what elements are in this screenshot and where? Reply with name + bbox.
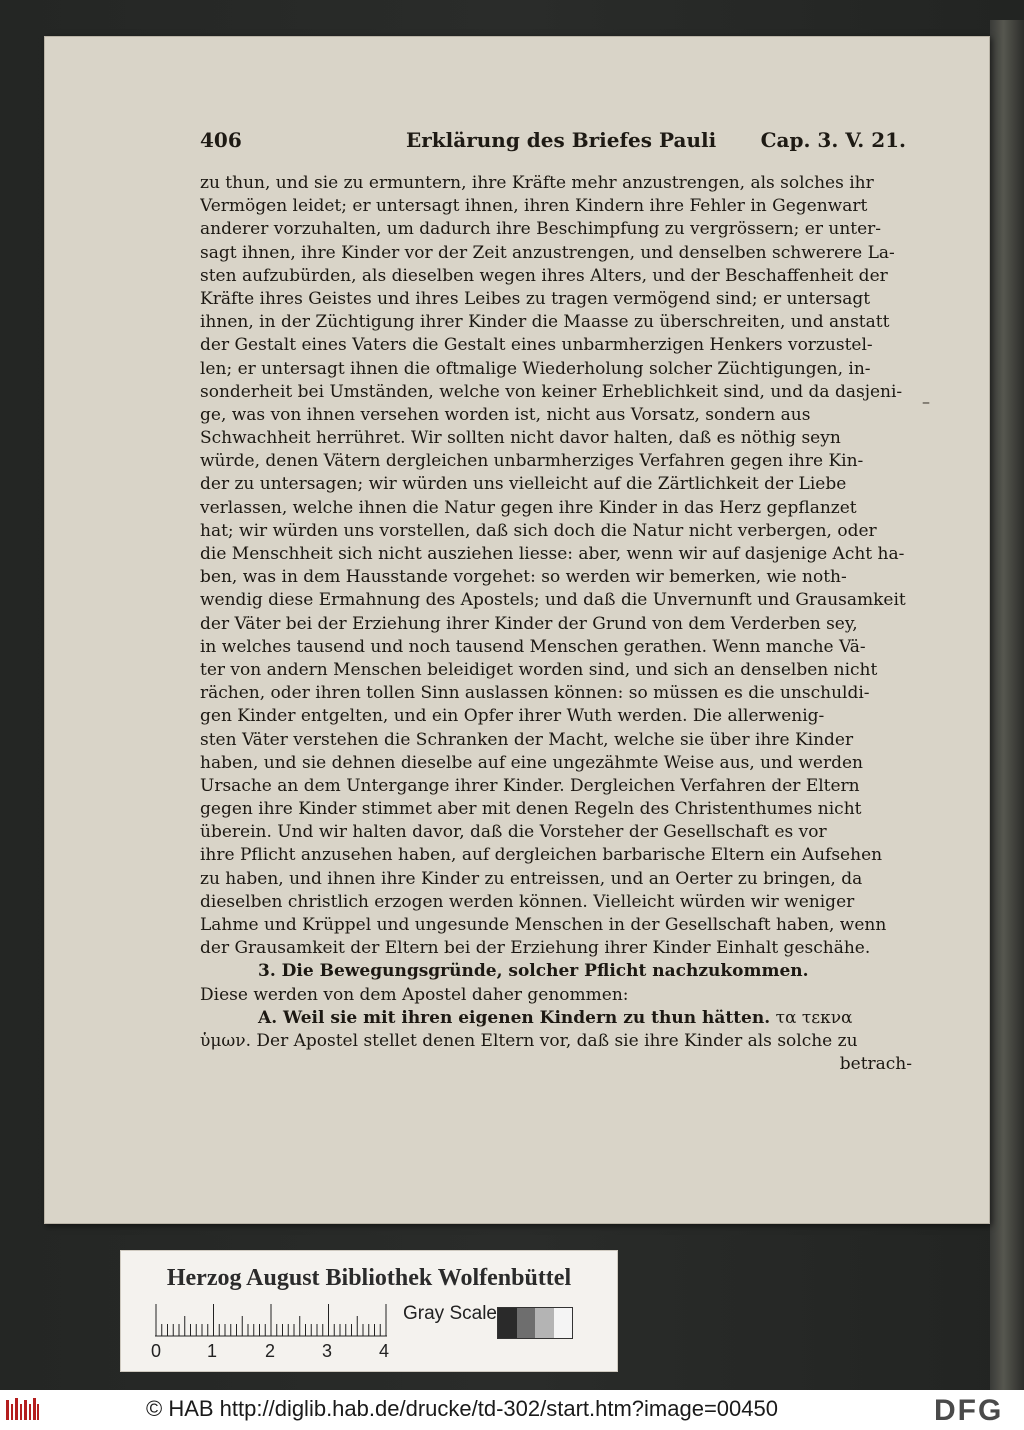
text-line: überein. Und wir halten davor, daß die Vorsteher der Gesellschaft es vor (200, 822, 827, 843)
gray-swatch (498, 1308, 517, 1338)
text-line: ge, was von ihnen versehen worden ist, nicht aus Vorsatz, sondern aus (200, 404, 811, 425)
text-line: Kräfte ihres Geistes und ihres Leibes zu tragen vermögend sind; er untersagt (200, 288, 871, 309)
text-line: der zu untersagen; wir würden uns vielleicht auf die Zärtlichkeit der Liebe (200, 474, 847, 495)
text-line: ihre Pflicht anzusehen haben, auf dergleichen barbarische Eltern ein Aufsehen (200, 845, 883, 866)
greek-text: ὑμων. (200, 1030, 251, 1051)
library-label (120, 1250, 618, 1372)
text-line: die Menschheit sich nicht ausziehen liesse: aber, wenn wir auf dasjenige Acht ha- (200, 544, 905, 564)
text-line: hat; wir würden uns vorstellen, daß sich doch die Natur nicht verbergen, oder (200, 520, 877, 541)
source-url[interactable]: © HAB http://diglib.hab.de/drucke/td-302/start.htm?image=00450 (146, 1396, 778, 1421)
gray-swatch (517, 1308, 536, 1338)
text-line: Vermögen leidet; er untersagt ihnen, ihren Kindern ihre Fehler in Gegenwart (200, 196, 868, 217)
margin-mark: – (922, 392, 930, 411)
text-line: sten Väter verstehen die Schranken der Macht, welche sie über ihre Kinder (200, 729, 854, 750)
text-line: Schwachheit herrühret. Wir sollten nicht davor halten, daß es nöthig seyn (200, 428, 841, 449)
gray-scale-label: Gray Scale (403, 1303, 497, 1324)
catchword: betrach- (839, 1054, 912, 1075)
text-line: rächen, oder ihren tollen Sinn auslassen können: so müssen es die unschuldi- (200, 683, 870, 704)
text-line: verlassen, welche ihnen die Natur gegen ihre Kinder in das Herz gepflanzet (200, 497, 857, 518)
ruler-digit: 2 (265, 1341, 276, 1361)
text-line: sten aufzubürden, als dieselben wegen ihres Alters, und der Beschaffenheit der (200, 265, 888, 286)
greek-text: τα τεκνα (775, 1007, 853, 1028)
hab-logo-icon (6, 1398, 40, 1422)
text-line: zu thun, und sie zu ermuntern, ihre Kräfte mehr anzustrengen, als solches ihr (200, 173, 874, 193)
text-line: sonderheit bei Umständen, welche von keiner Erheblichkeit sind, und da dasjeni- (200, 381, 903, 402)
text-line: haben, und sie dehnen dieselbe auf eine ungezähmte Weise aus, und werden (200, 752, 863, 773)
text-line: der Väter bei der Erziehung ihrer Kinder der Grund von dem Verderben sey, (200, 613, 858, 634)
body-text (200, 172, 920, 1076)
text-line: ben, was in dem Hausstande vorgehet: so werden wir bemerken, wie noth- (200, 567, 847, 588)
text-line: dieselben christlich erzogen werden können. Vielleicht würden wir weniger (200, 891, 855, 912)
footer-bar (0, 1390, 1024, 1430)
text-line: sagt ihnen, ihre Kinder vor der Zeit anzustrengen, und denselben schwerere La- (200, 242, 895, 263)
running-title: Erklärung des Briefes Pauli (406, 128, 717, 152)
text-line: der Grausamkeit der Eltern bei der Erziehung ihrer Kinder Einhalt geschähe. (200, 938, 871, 959)
paragraph (200, 172, 920, 960)
text-line: würde, denen Vätern dergleichen unbarmherziges Verfahren gegen ihre Kin- (200, 451, 864, 472)
page-number: 406 (200, 128, 242, 152)
text-line: der Gestalt eines Vaters die Gestalt eines unbarmherzigen Henkers vorzustel- (200, 335, 873, 356)
dfg-logo: DFG (934, 1394, 1004, 1427)
point-a-text-line (200, 1030, 920, 1053)
point-a-line (200, 1007, 920, 1030)
text-line: zu haben, und ihnen ihre Kinder zu entreissen, und an Oerter zu bringen, da (200, 868, 863, 889)
book-edge (990, 20, 1024, 1390)
text-line: gen Kinder entgelten, und ein Opfer ihrer Wuth werden. Die allerwenig- (200, 706, 825, 727)
gray-scale-swatches (497, 1307, 573, 1339)
section-heading-line (200, 960, 920, 983)
point-a-heading: A. Weil sie mit ihren eigenen Kindern zu thun hätten. (258, 1007, 771, 1028)
gray-swatch (554, 1308, 573, 1338)
gray-swatch (535, 1308, 554, 1338)
text-line: in welches tausend und noch tausend Menschen gerathen. Wenn manche Vä- (200, 636, 866, 657)
text-line: ihnen, in der Züchtigung ihrer Kinder die Maasse zu überschreiten, und anstatt (200, 312, 890, 333)
ruler-digit: 0 (151, 1341, 162, 1361)
library-name: Herzog August Bibliothek Wolfenbüttel (166, 1265, 572, 1291)
chapter-reference: Cap. 3. V. 21. (760, 128, 906, 152)
section-heading-continuation: Diese werden von dem Apostel daher genommen: (200, 984, 629, 1005)
ruler-digit: 1 (207, 1341, 218, 1361)
text-line: ter von andern Menschen beleidiget worden sind, und sich an denselben nicht (200, 659, 878, 680)
text-line: Ursache an dem Untergange ihrer Kinder. Dergleichen Verfahren der Eltern (200, 775, 860, 796)
text-line: gegen ihre Kinder stimmet aber mit denen Regeln des Christenthumes nicht (200, 799, 862, 820)
ruler-digit: 3 (322, 1341, 333, 1361)
page-header (200, 128, 906, 158)
text-line: Lahme und Krüppel und ungesunde Menschen in der Gesellschaft haben, wenn (200, 915, 887, 935)
text-line: wendig diese Ermahnung des Apostels; und daß die Unvernunft und Grausamkeit (200, 590, 906, 611)
section-heading: 3. Die Bewegungsgründe, solcher Pflicht nachzukommen. (258, 961, 809, 982)
ruler-digit: 4 (379, 1341, 390, 1361)
text-line: len; er untersagt ihnen die oftmalige Wiederholung solcher Züchtigungen, in- (200, 358, 871, 379)
text-line: anderer vorzuhalten, um dadurch ihre Beschimpfung zu vergrössern; er unter- (200, 219, 882, 240)
ruler-icon (155, 1303, 387, 1337)
point-a-text: Der Apostel stellet denen Eltern vor, daß sie ihre Kinder als solche zu (256, 1030, 858, 1051)
